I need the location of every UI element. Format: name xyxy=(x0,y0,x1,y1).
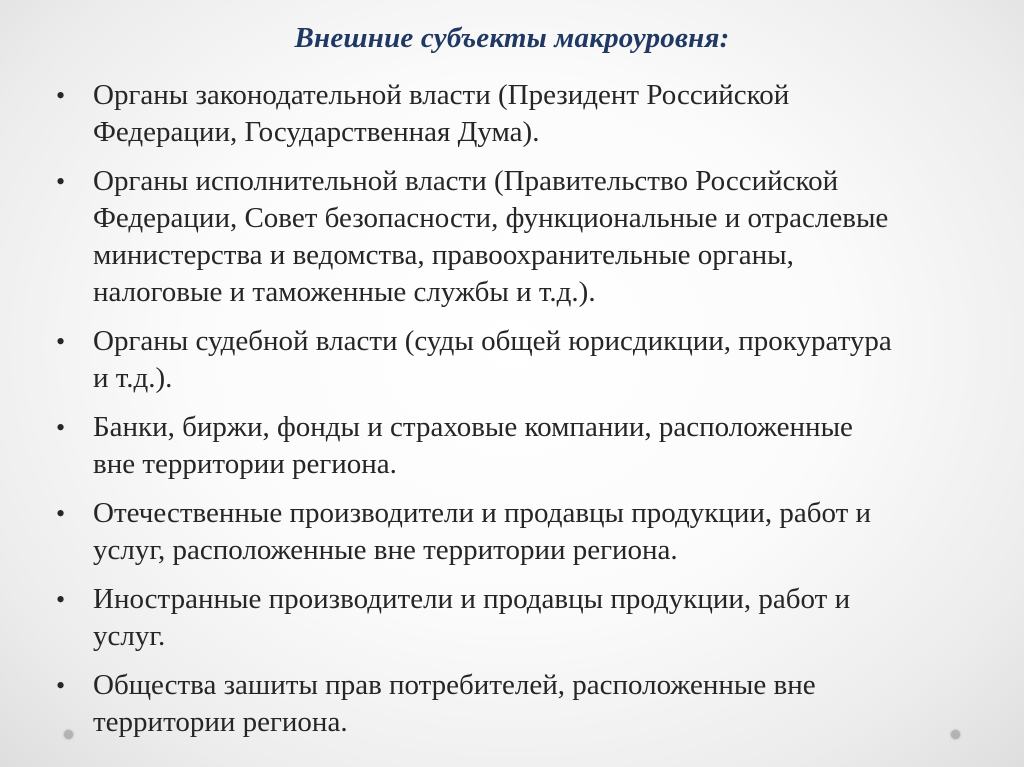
list-item xyxy=(56,323,1016,397)
item-line: Федерации, Государственная Дума). xyxy=(93,116,540,148)
bullet-icon: • xyxy=(56,413,66,442)
item-line: Федерации, Совет безопасности, функциональные и отраслевые xyxy=(93,202,889,234)
item-line: Банки, биржи, фонды и страховые компании, расположенные xyxy=(93,411,853,443)
list-item xyxy=(56,581,1016,655)
list-item xyxy=(56,409,1016,483)
corner-dot-right-icon xyxy=(951,730,960,739)
item-line: министерства и ведомства, правоохранительные органы, xyxy=(93,239,794,271)
bullet-list xyxy=(56,77,1016,753)
item-line: Отечественные производители и продавцы продукции, работ и xyxy=(93,497,872,529)
item-line: Общества зашиты прав потребителей, расположенные вне xyxy=(93,669,816,701)
corner-dot-left-icon xyxy=(64,730,73,739)
item-line: услуг. xyxy=(93,620,166,652)
item-line: Органы законодательной власти (Президент Российской xyxy=(93,79,790,111)
item-line: Иностранные производители и продавцы продукции, работ и xyxy=(93,583,851,615)
bullet-icon: • xyxy=(56,585,66,614)
bullet-icon: • xyxy=(56,81,66,110)
bullet-icon: • xyxy=(56,327,66,356)
list-item xyxy=(56,163,1016,311)
item-line: Органы судебной власти (суды общей юрисдикции, прокуратура xyxy=(93,325,892,357)
item-line: вне территории региона. xyxy=(93,448,397,480)
item-line: территории региона. xyxy=(93,706,348,738)
item-line: Органы исполнительной власти (Правительство Российской xyxy=(93,165,839,197)
list-item xyxy=(56,495,1016,569)
list-item xyxy=(56,77,1016,151)
list-item xyxy=(56,667,1016,741)
bullet-icon: • xyxy=(56,499,66,528)
slide-title: Внешние субъекты макроуровня: xyxy=(294,22,730,54)
bullet-icon: • xyxy=(56,671,66,700)
item-line: услуг, расположенные вне территории региона. xyxy=(93,534,678,566)
item-line: и т.д.). xyxy=(93,362,173,394)
bullet-icon: • xyxy=(56,167,66,196)
item-line: налоговые и таможенные службы и т.д.). xyxy=(93,276,596,308)
